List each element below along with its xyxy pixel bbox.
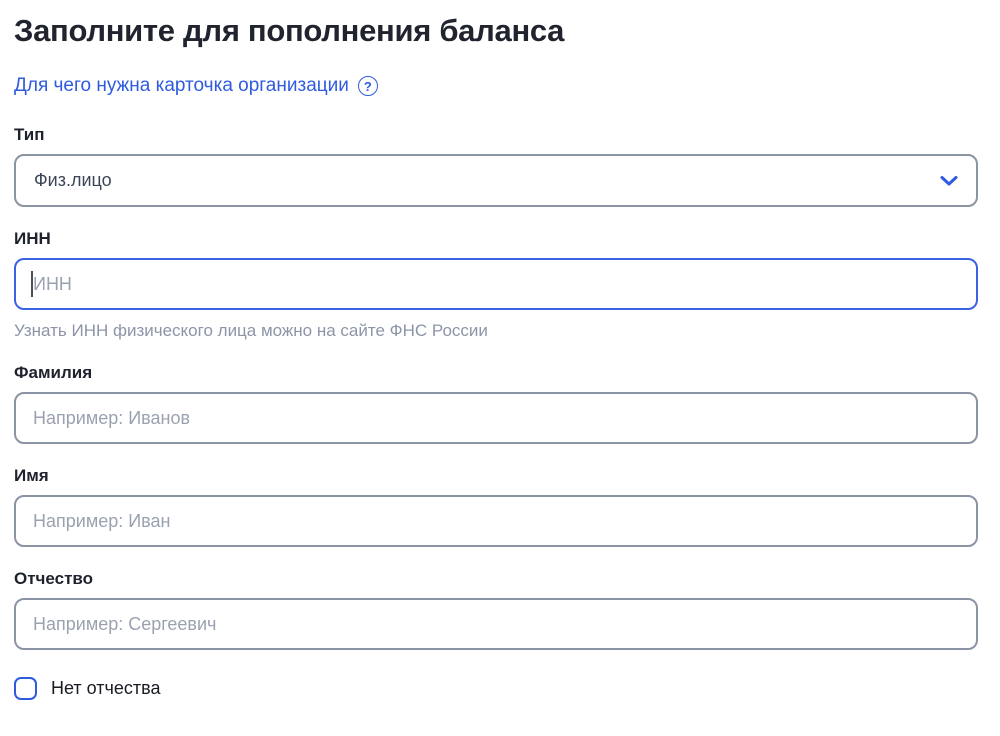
- no-patronymic-checkbox[interactable]: [14, 677, 161, 700]
- help-link-label: Для чего нужна карточка организации: [14, 75, 349, 97]
- lastname-input[interactable]: [14, 392, 978, 444]
- checkbox-icon[interactable]: [14, 677, 37, 700]
- text-caret: [31, 271, 33, 297]
- question-circle-icon: ?: [358, 76, 378, 96]
- patronymic-label: Отчество: [14, 569, 94, 589]
- patronymic-input-wrap: [14, 598, 978, 650]
- firstname-input[interactable]: [14, 495, 978, 547]
- lastname-label: Фамилия: [14, 363, 93, 383]
- page-title: Заполните для пополнения баланса: [14, 13, 565, 48]
- help-link[interactable]: [14, 75, 378, 97]
- patronymic-input[interactable]: [14, 598, 978, 650]
- type-label: Тип: [14, 125, 45, 145]
- firstname-label: Имя: [14, 466, 49, 486]
- type-select-value: Физ.лицо: [34, 170, 112, 191]
- inn-input-wrap: [14, 258, 978, 310]
- type-select[interactable]: [14, 154, 978, 207]
- inn-label: ИНН: [14, 229, 51, 249]
- no-patronymic-label: Нет отчества: [51, 678, 161, 699]
- firstname-input-wrap: [14, 495, 978, 547]
- inn-helper-text: Узнать ИНН физического лица можно на сайте ФНС России: [14, 321, 488, 341]
- lastname-input-wrap: [14, 392, 978, 444]
- inn-input[interactable]: [14, 258, 978, 310]
- chevron-down-icon: [940, 175, 958, 187]
